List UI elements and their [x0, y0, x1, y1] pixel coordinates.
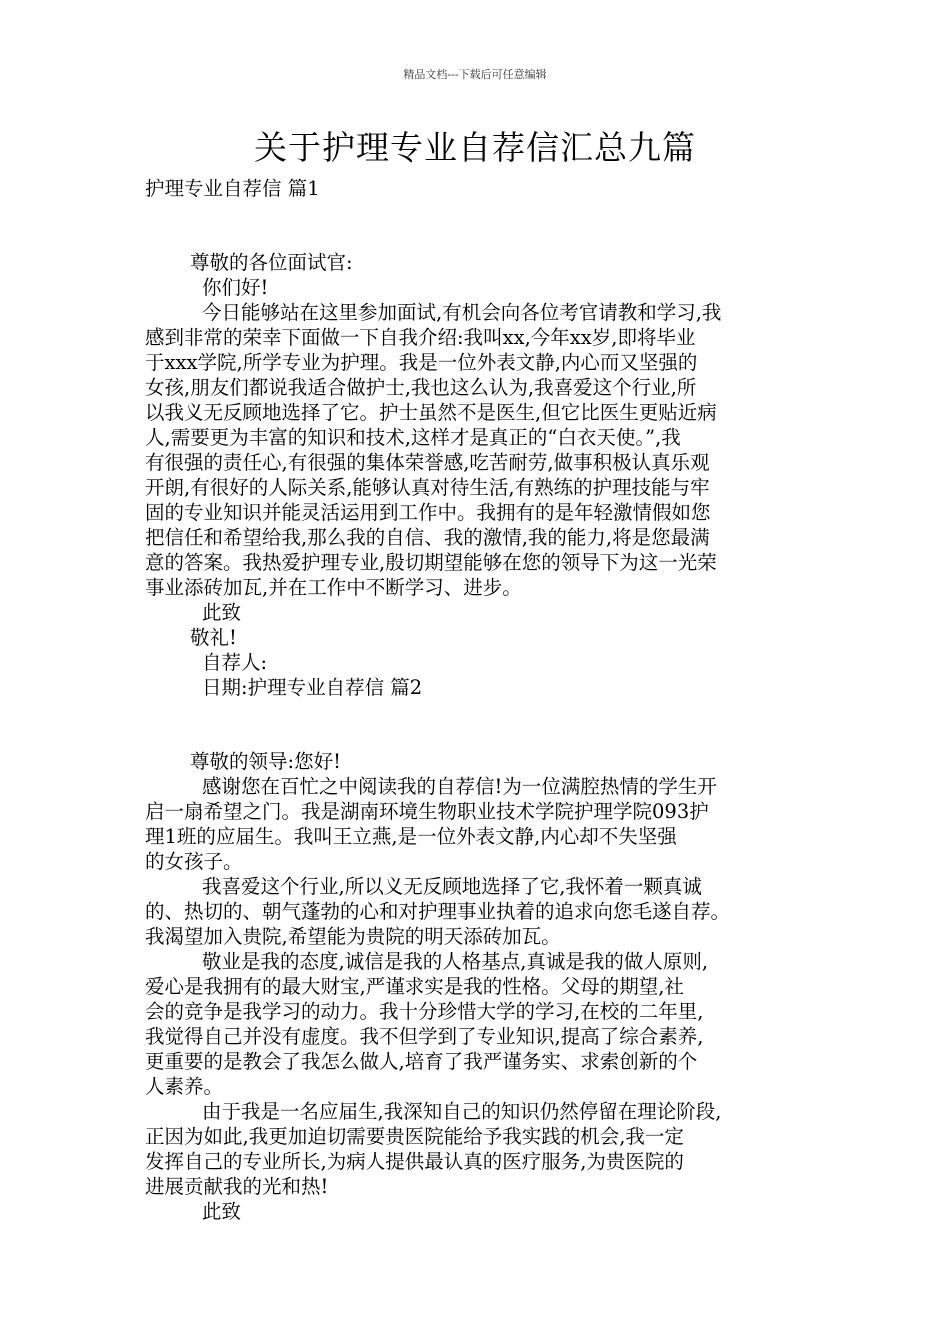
body-line: 人素养。 [145, 1075, 224, 1098]
body-line: 女孩,朋友们都说我适合做护士,我也这么认为,我喜爱这个行业,所 [145, 376, 697, 399]
body-line: 敬业是我的态度,诚信是我的人格基点,真诚是我的做人原则, [202, 950, 709, 973]
body-line: 更重要的是教会了我怎么做人,培育了我严谨务实、求索创新的个 [145, 1050, 698, 1073]
closing: 敬礼! [190, 626, 237, 649]
closing: 此致 [202, 1200, 242, 1223]
closing: 此致 [202, 601, 242, 624]
body-line: 正因为如此,我更加迫切需要贵医院能给予我实践的机会,我一定 [145, 1125, 684, 1148]
body-line: 我喜爱这个行业,所以义无反顾地选择了它,我怀着一颗真诚 [202, 875, 702, 898]
body-line: 进展贡献我的光和热! [145, 1175, 329, 1198]
body-line: 我渴望加入贵院,希望能为贵院的明天添砖加瓦。 [145, 925, 561, 948]
date-line: 日期:护理专业自荐信 篇2 [202, 676, 423, 699]
body-line: 开朗,有很好的人际关系,能够认真对待生活,有熟练的护理技能与牢 [145, 476, 710, 499]
greeting: 你们好! [202, 276, 269, 299]
body-line: 我觉得自己并没有虚度。我不但学到了专业知识,提高了综合素养, [145, 1025, 704, 1048]
body-line: 以我义无反顾地选择了它。护士虽然不是医生,但它比医生更贴近病 [145, 401, 717, 424]
body-line: 发挥自己的专业所长,为病人提供最认真的医疗服务,为贵医院的 [145, 1150, 684, 1173]
body-line: 启一扇希望之门。我是湖南环境生物职业技术学院护理学院093护 [145, 800, 709, 823]
body-line: 事业添砖加瓦,并在工作中不断学习、进步。 [145, 576, 522, 599]
page-header: 精品文档---下载后可任意编辑 [403, 68, 547, 81]
body-line: 感到非常的荣幸下面做一下自我介绍:我叫xx,今年xx岁,即将毕业 [145, 326, 696, 349]
body-line: 把信任和希望给我,那么我的自信、我的激情,我的能力,将是您最满 [145, 526, 710, 549]
body-line: 固的专业知识并能灵活运用到工作中。我拥有的是年轻激情假如您 [145, 501, 711, 524]
salutation: 尊敬的各位面试官: [190, 251, 353, 274]
body-line: 今日能够站在这里参加面试,有机会向各位考官请教和学习,我 [202, 301, 722, 324]
body-line: 理1班的应届生。我叫王立燕,是一位外表文静,内心却不失坚强 [145, 825, 677, 848]
body-line: 意的答案。我热爱护理专业,殷切期望能够在您的领导下为这一光荣 [145, 551, 717, 574]
body-line: 的女孩子。 [145, 850, 243, 873]
section-heading: 护理专业自荐信 篇1 [145, 177, 320, 200]
body-line: 人,需要更为丰富的知识和技术,这样才是真正的“白衣天使。”,我 [145, 426, 681, 449]
body-line: 会的竞争是我学习的动力。我十分珍惜大学的学习,在校的二年里, [145, 1000, 704, 1023]
body-line: 爱心是我拥有的最大财宝,严谨求实是我的性格。父母的期望,社 [145, 975, 684, 998]
body-line: 的、热切的、朝气蓬勃的心和对护理事业执着的追求向您毛遂自荐。 [145, 900, 731, 923]
body-line: 由于我是一名应届生,我深知自己的知识仍然停留在理论阶段, [202, 1100, 722, 1123]
salutation: 尊敬的领导:您好! [190, 750, 341, 773]
body-line: 感谢您在百忙之中阅读我的自荐信!为一位满腔热情的学生开 [202, 775, 717, 798]
body-line: 有很强的责任心,有很强的集体荣誉感,吃苦耐劳,做事积极认真乐观 [145, 451, 710, 474]
document-title: 关于护理专业自荐信汇总九篇 [254, 128, 696, 167]
signature: 自荐人: [202, 651, 268, 674]
body-line: 于xxx学院,所学专业为护理。我是一位外表文静,内心而又坚强的 [145, 351, 698, 374]
